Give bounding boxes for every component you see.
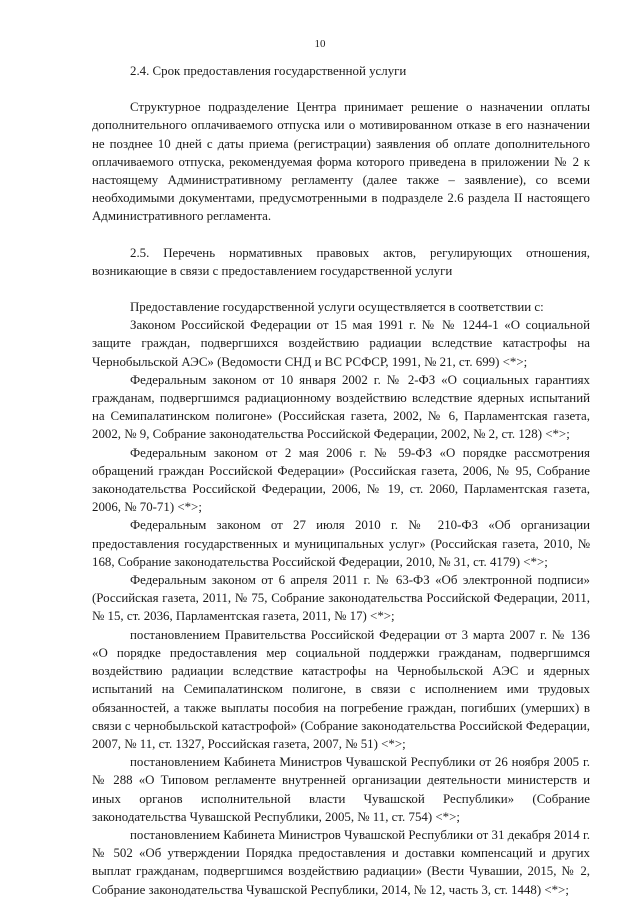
legal-act-item: Федеральным законом от 10 января 2002 г. № 2-ФЗ «О социальных гарантиях гражданам, подвергшимся радиационному воздействию вследствие ядерных испытаний на Семипалатинском полигоне» (Российская газета, 2002, № 6, Парламентская газета, 2002, № 9, Собрание законодательства Российской Федерации, 2002, № 2, ст. 128) <*>; [92,372,590,442]
legal-act-item: Законом Российской Федерации от 15 мая 1991 г. № № 1244-1 «О социальной защите граждан, подвергшихся воздействию радиации вследствие катастрофы на Чернобыльской АЭС» (Ведомости СНД и ВС РСФСР, 1991, № 21, ст. 699) <*>; [92,318,590,369]
section-2-4-paragraph: Структурное подразделение Центра принимает решение о назначении оплаты дополнительного оплачиваемого отпуска или о мотивированном отказе в его назначении не позднее 10 дней с даты приема (регистрации) заявления об оплате дополнительного оплачиваемого отпуска, рекомендуемая форма которого приведена в приложении № 2 к настоящему Административному регламенту (далее также – заявление), со всеми необходимыми документами, предусмотренными в подразделе 2.6 раздела II настоящего Административного регламента. [92,100,590,224]
section-2-5-heading: 2.5. Перечень нормативных правовых актов, регулирующих отношения, возникающие в связи с предоставлением государственной услуги [92,245,590,278]
legal-act-item: Федеральным законом от 27 июля 2010 г. № 210-ФЗ «Об организации предоставления государственных и муниципальных услуг» (Российская газета, 2010, № 168, Собрание законодательства Российской Федерации, 2010, № 31, ст. 4179) <*>; [92,518,590,569]
page-number: 10 [314,38,326,50]
legal-act-item: постановлением Кабинета Министров Чувашской Республики от 31 декабря 2014 г. № 502 «Об утверждении Порядка предоставления и доставки компенсаций и других выплат гражданам, подвергшимся воздействию радиации» (Вести Чувашии, 2015, № 2, Собрание законодательства Чувашской Республики, 2014, № 12, часть 3, ст. 1448) <*>; [92,827,590,897]
legal-act-item: Федеральным законом от 6 апреля 2011 г. № 63-ФЗ «Об электронной подписи» (Российская газета, 2011, № 75, Собрание законодательства Российской Федерации, 2011, № 15, ст. 2036, Парламентская газета, 2011, № 17) <*>; [92,573,590,624]
section-2-4-heading: 2.4. Срок предоставления государственной услуги [130,64,407,78]
legal-act-item: Федеральным законом от 2 мая 2006 г. № 59-ФЗ «О порядке рассмотрения обращений граждан Российской Федерации» (Российская газета, 2006, № 95, Собрание законодательства Российской Федерации, 2006, № 19, ст. 2060, Парламентская газета, 2006, № 70-71) <*>; [92,445,590,515]
legal-act-item: постановлением Правительства Российской Федерации от 3 марта 2007 г. № 136 «О порядке предоставления мер социальной поддержки гражданам, подвергшимся воздействию радиации вследствие катастрофы на Чернобыльской АЭС и ядерных испытаний на Семипалатинском полигоне, в связи с исполнением ими трудовых обязанностей, а также выплаты пособия на погребение граждан, погибших (умерших) в связи с чернобыльской катастрофой» (Собрание законодательства Российской Федерации, 2007, № 11, ст. 1327, Российская газета, 2007, № 51) <*>; [92,627,590,751]
document-body [92,62,590,899]
section-2-5-intro: Предоставление государственной услуги осуществляется в соответствии с: [130,300,544,315]
legal-act-item: постановлением Кабинета Министров Чувашской Республики от 26 ноября 2005 г. № 288 «О Типовом регламенте внутренней организации деятельности министерств и иных органов исполнительной власти Чувашской Республики» (Собрание законодательства Чувашской Республики, 2005, № 11, ст. 754) <*>; [92,755,590,824]
